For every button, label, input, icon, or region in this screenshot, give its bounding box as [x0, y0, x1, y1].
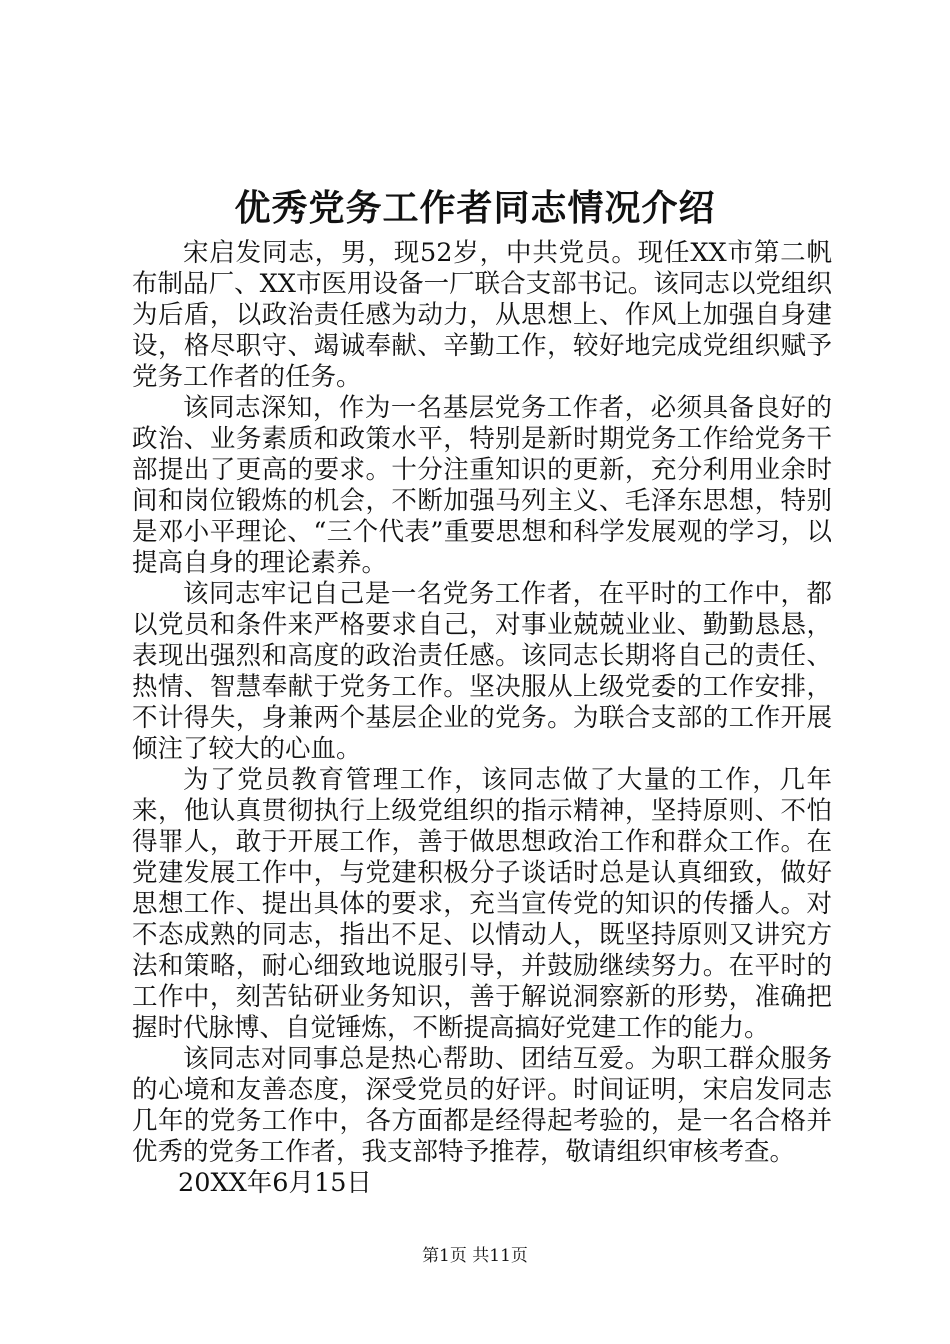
document-body: [132, 238, 832, 1199]
document-title: 优秀党务工作者同志情况介绍: [234, 187, 716, 229]
paragraph-2: 该同志深知，作为一名基层党务工作者，必须具备良好的政治、业务素质和政策水平，特别是新时期党务工作给党务干部提出了更高的要求。十分注重知识的更新，充分利用业余时间和岗位锻炼的机会，不断加强马列主义、毛泽东思想，特别是邓小平理论、“三个代表”重要思想和科学发展观的学习，以提高自身的理论素养。: [132, 393, 832, 578]
paragraph-4: 为了党员教育管理工作，该同志做了大量的工作，几年来，他认真贯彻执行上级党组织的指示精神，坚持原则、不怕得罪人，敢于开展工作，善于做思想政治工作和群众工作。在党建发展工作中，与党建积极分子谈话时总是认真细致，做好思想工作、提出具体的要求，充当宣传党的知识的传播人。对不态成熟的同志，指出不足、以情动人，既坚持原则又讲究方法和策略，耐心细致地说服引导，并鼓励继续努力。在平时的工作中，刻苦钻研业务知识，善于解说洞察新的形势，准确把握时代脉博、自觉锤炼，不断提高搞好党建工作的能力。: [132, 765, 832, 1043]
document-date: 20XX年6月15日: [178, 1168, 372, 1198]
page-number-footer: 第1页 共11页: [422, 1246, 528, 1266]
paragraph-1: 宋启发同志，男，现52岁，中共党员。现任XX市第二帆布制品厂、XX市医用设备一厂联合支部书记。该同志以党组织为后盾，以政治责任感为动力，从思想上、作风上加强自身建设，格尽职守、竭诚奉献、辛勤工作，较好地完成党组织赋予党务工作者的任务。: [132, 238, 832, 392]
paragraph-3: 该同志牢记自己是一名党务工作者，在平时的工作中，都以党员和条件来严格要求自己，对事业兢兢业业、勤勤恳恳，表现出强烈和高度的政治责任感。该同志长期将自己的责任、热情、智慧奉献于党务工作。坚决服从上级党委的工作安排，不计得失，身兼两个基层企业的党务。为联合支部的工作开展倾注了较大的心血。: [132, 579, 832, 764]
paragraph-5: 该同志对同事总是热心帮助、团结互爱。为职工群众服务的心境和友善态度，深受党员的好评。时间证明，宋启发同志几年的党务工作中，各方面都是经得起考验的，是一名合格并优秀的党务工作者，我支部特予推荐，敬请组织审核考查。: [132, 1044, 832, 1167]
